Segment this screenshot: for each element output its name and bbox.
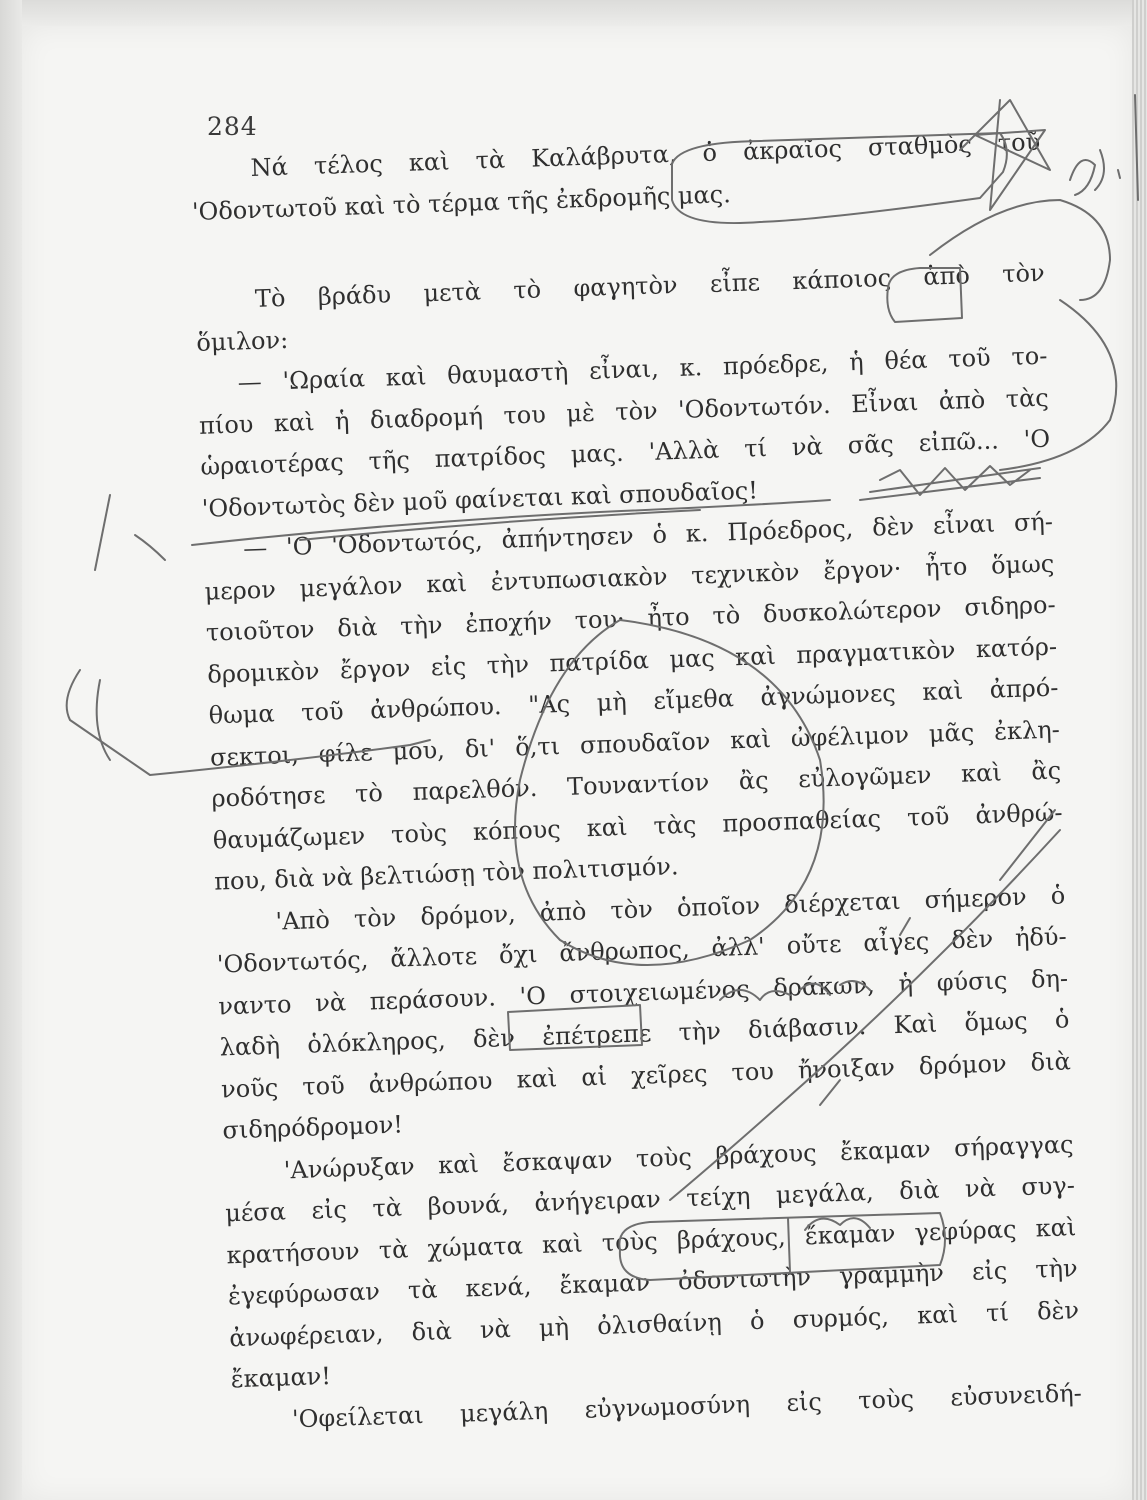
text-line: ροδότησε τὸ παρελθόν. Τουναντίον ἂς εὐλογῶμεν καὶ ἂς — [211, 756, 1062, 813]
text-line: Νά τέλος καὶ τὰ Καλάβρυτα, ὁ ἀκραῖος σταθμὸς τοῦ — [250, 127, 1041, 182]
text-line: 'Οδοντωτός, ἄλλοτε ὄχι ἄνθρωπος, ἀλλ' οὔτε αἶγες δὲν ἠδύ- — [216, 922, 1068, 979]
text-line: λαδὴ ὁλόκληρος, δὲν ἐπέτρεπε τὴν διάβασιν. Καὶ ὅμως ὁ — [219, 1005, 1070, 1062]
text-line: 'Ανώρυξαν καὶ ἔσκαψαν τοὺς βράχους ἔκαμαν σήραγγας — [283, 1129, 1074, 1184]
text-line: ἔκαμαν! — [230, 1362, 332, 1394]
text-line: μερον μεγάλον καὶ ἐντυπωσιακὸν τεχνικὸν ἔργον· ἦτο ὅμως — [204, 549, 1055, 606]
book-page-stack-edge — [1132, 0, 1147, 1500]
text-line: σιδηρόδρομον! — [222, 1110, 404, 1145]
text-line: θωμα τοῦ ἀνθρώπου. "Ας μὴ εἴμεθα ἀγνώμονες καὶ ἀπρό- — [208, 673, 1059, 730]
book-top-edge — [0, 0, 1147, 26]
text-line: ἀνωφέρειαν, διὰ νὰ μὴ ὀλισθαίνῃ ὁ συρμός, καὶ τί δὲν — [228, 1295, 1080, 1352]
text-line: μέσα εἰς τὰ βουνά, ἀνήγειραν τείχη μεγάλα, διὰ νὰ συγ- — [224, 1171, 1076, 1228]
text-line: ὅμιλον: — [195, 325, 289, 357]
text-line: δρομικὸν ἔργον εἰς τὴν πατρίδα μας καὶ πραγματικὸν κατόρ- — [206, 632, 1058, 689]
text-line: ὡραιοτέρας τῆς πατρίδος μας. 'Αλλὰ τί νὰ σᾶς εἰπῶ... 'Ο — [200, 424, 1051, 481]
text-line: 'Οφείλεται μεγάλη εὐγνωμοσύνη εἰς τοὺς εὐσυνειδή- — [291, 1378, 1083, 1433]
page-number: 284 — [207, 112, 258, 141]
page-text — [190, 122, 1082, 1442]
text-line: — 'Ωραία καὶ θαυμαστὴ εἶναι, κ. πρόεδρε, ἡ θέα τοῦ το- — [237, 341, 1048, 397]
text-line: θαυμάζωμεν τοὺς κόπους καὶ τὰς προσπαθείας τοῦ ἀνθρώ- — [212, 797, 1063, 855]
text-line: — 'Ο 'Οδοντωτός, ἀπήντησεν ὁ κ. Πρόεδρος, δὲν εἶναι σή- — [242, 507, 1054, 563]
text-line: σεκτοι, φίλε μου, δι' ὅ,τι σπουδαῖον καὶ ὠφέλιμον μᾶς ἐκλη- — [209, 714, 1061, 772]
text-line: ἐγεφύρωσαν τὰ κενά, ἔκαμαν ὀδοντωτὴν γραμμὴν εἰς τὴν — [227, 1254, 1079, 1311]
text-line: πίου καὶ ἡ διαδρομή του μὲ τὸν 'Οδοντωτόν. Εἶναι ἀπὸ τὰς — [198, 383, 1050, 440]
text-line: ναντο νὰ περάσουν. 'Ο στοιχειωμένος δράκων, ἡ φύσις δη- — [217, 963, 1069, 1021]
text-line: 'Οδοντωτὸς δὲν μοῦ φαίνεται καὶ σπουδαῖος! — [201, 475, 759, 523]
text-line: που, διὰ νὰ βελτιώσῃ τὸν πολιτισμόν. — [213, 852, 679, 896]
book-left-edge — [0, 0, 22, 1500]
text-line: νοῦς τοῦ ἀνθρώπου καὶ αἱ χεῖρες του ἤνοιξαν δρόμον διὰ — [220, 1046, 1072, 1103]
text-line: κρατήσουν τὰ χώματα καὶ τοὺς βράχους, ἔκαμαν γεφύρας καὶ — [226, 1212, 1077, 1269]
text-line: 'Απὸ τὸν δρόμον, ἀπὸ τὸν ὁποῖον διέρχεται σήμερον ὁ — [275, 880, 1066, 936]
text-line: 'Οδοντωτοῦ καὶ τὸ τέρμα τῆς ἐκδρομῆς μας. — [191, 179, 732, 226]
text-line: Τὸ βράδυ μετὰ τὸ φαγητὸν εἶπε κάποιος ἀπὸ τὸν — [254, 258, 1046, 313]
text-line: τοιοῦτον διὰ τὴν ἐποχήν του· ἦτο τὸ δυσκολώτερον σιδηρο- — [205, 590, 1057, 647]
